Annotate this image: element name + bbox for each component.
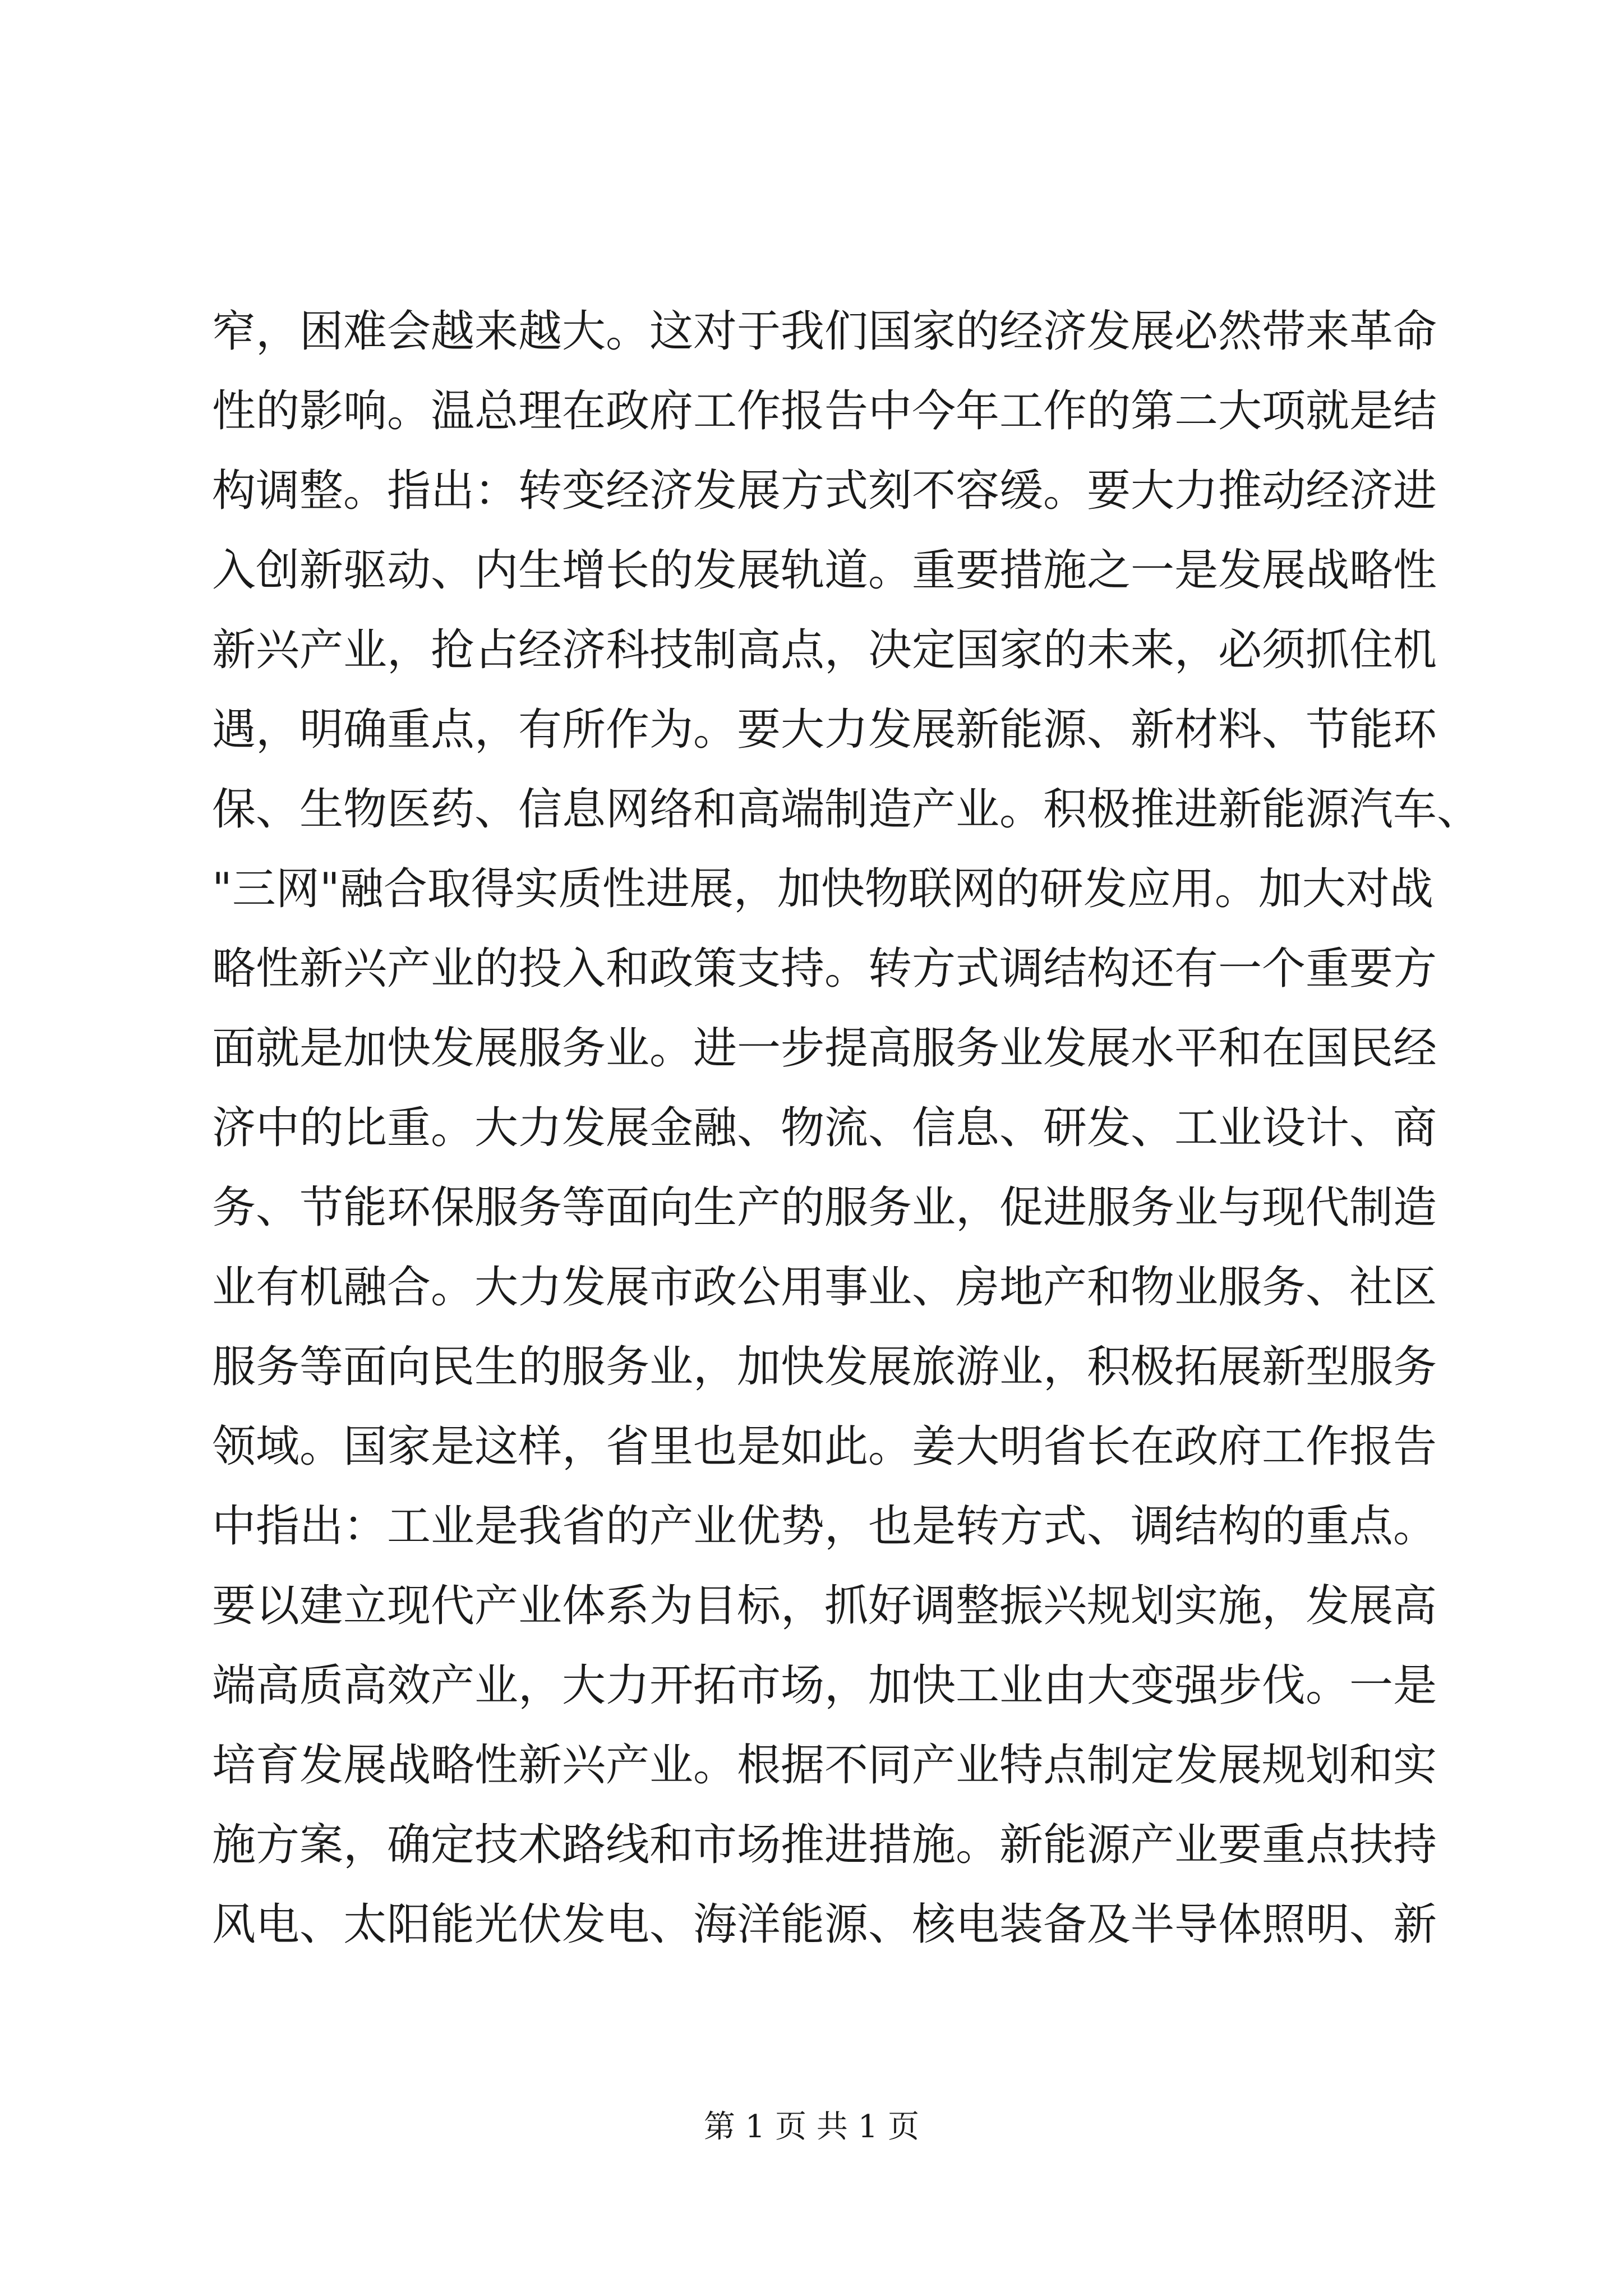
text-line: 端高质高效产业，大力开拓市场，加快工业由大变强步伐。一是: [212, 1660, 1437, 1711]
text-line: 构调整。指出：转变经济发展方式刻不容缓。要大力推动经济进: [212, 466, 1437, 516]
text-line: 施方案，确定技术路线和市场推进措施。新能源产业要重点扶持: [212, 1820, 1437, 1870]
text-line: "三网"融合取得实质性进展，加快物联网的研发应用。加大对战: [212, 864, 1433, 914]
text-line: 服务等面向民生的服务业，加快发展旅游业，积极拓展新型服务: [212, 1342, 1437, 1392]
text-line: 性的影响。温总理在政府工作报告中今年工作的第二大项就是结: [212, 386, 1437, 436]
text-line: 略性新兴产业的投入和政策支持。转方式调结构还有一个重要方: [212, 944, 1437, 994]
text-line: 新兴产业，抢占经济科技制高点，决定国家的未来，必须抓住机: [212, 625, 1437, 675]
text-line: 入创新驱动、内生增长的发展轨道。重要措施之一是发展战略性: [212, 545, 1437, 596]
text-line: 中指出：工业是我省的产业优势，也是转方式、调结构的重点。: [212, 1501, 1437, 1552]
text-line: 业有机融合。大力发展市政公用事业、房地产和物业服务、社区: [212, 1262, 1437, 1313]
text-line: 要以建立现代产业体系为目标，抓好调整振兴规划实施，发展高: [212, 1581, 1437, 1631]
text-line: 济中的比重。大力发展金融、物流、信息、研发、工业设计、商: [212, 1103, 1437, 1153]
text-line: 务、节能环保服务等面向生产的服务业，促进服务业与现代制造: [212, 1182, 1437, 1233]
text-line: 风电、太阳能光伏发电、海洋能源、核电装备及半导体照明、新: [212, 1899, 1437, 1950]
text-line: 窄，困难会越来越大。这对于我们国家的经济发展必然带来革命: [212, 306, 1437, 357]
text-line: 面就是加快发展服务业。进一步提高服务业发展水平和在国民经: [212, 1023, 1437, 1074]
body-text: [212, 292, 1481, 1964]
text-line: 培育发展战略性新兴产业。根据不同产业特点制定发展规划和实: [212, 1740, 1437, 1791]
text-line: 保、生物医药、信息网络和高端制造产业。积极推进新能源汽车、: [212, 784, 1481, 835]
page-footer: 第 1 页 共 1 页: [703, 2109, 920, 2145]
text-line: 领域。国家是这样，省里也是如此。姜大明省长在政府工作报告: [212, 1421, 1437, 1472]
text-line: 遇，明确重点，有所作为。要大力发展新能源、新材料、节能环: [212, 705, 1437, 755]
